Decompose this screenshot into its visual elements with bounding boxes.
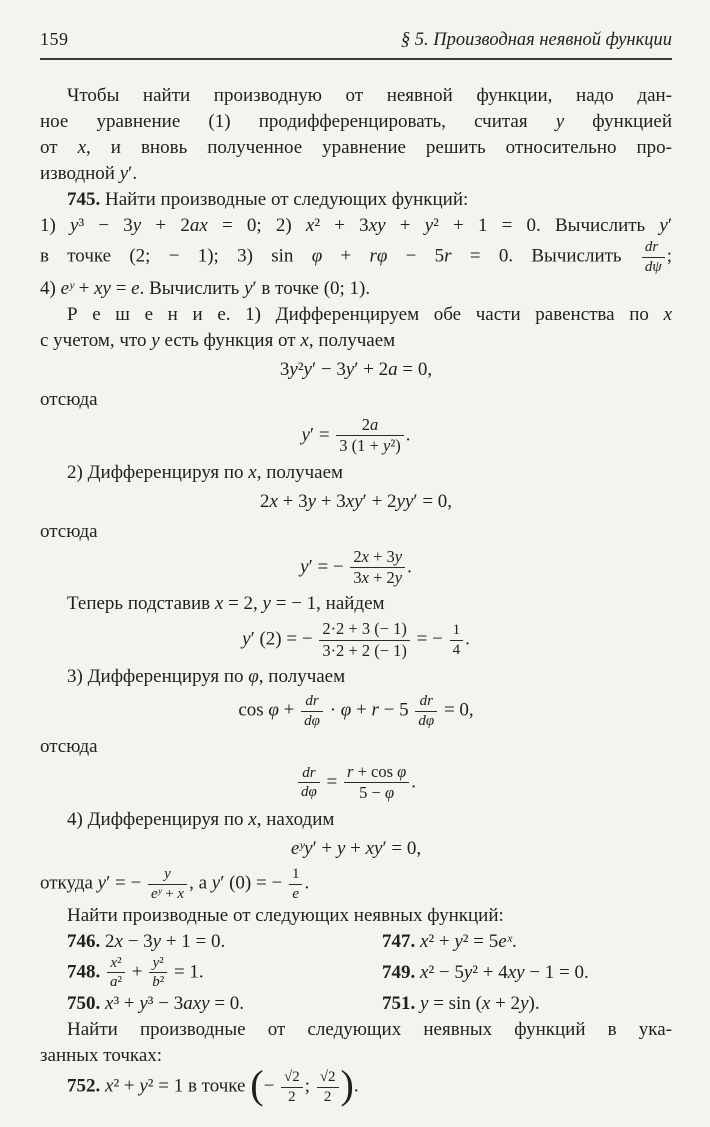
big-paren: ) bbox=[340, 1062, 354, 1108]
fraction bbox=[336, 416, 403, 456]
problems-row bbox=[40, 929, 672, 955]
text-run: cos φ + bbox=[238, 700, 300, 722]
text-run: ; bbox=[304, 1075, 315, 1097]
text-run: . bbox=[353, 1075, 359, 1097]
page-number: 159 bbox=[40, 29, 69, 49]
fraction bbox=[319, 620, 410, 660]
text-run: Найти производные от следующих неявных функций в ука- bbox=[67, 1019, 672, 1041]
text-run: , а y′ (0) = − bbox=[189, 872, 287, 894]
fraction bbox=[350, 548, 405, 588]
fraction bbox=[107, 955, 125, 992]
text-line bbox=[40, 187, 672, 213]
fraction-numerator: √2 bbox=[319, 1069, 336, 1086]
text-line bbox=[40, 807, 672, 833]
text-run: от x, и вновь полученное уравнение решить относительно про- bbox=[40, 137, 672, 158]
problem-number: 747. bbox=[382, 930, 416, 952]
equation-line bbox=[40, 489, 672, 515]
problems-row bbox=[40, 955, 672, 992]
text-run: . bbox=[465, 628, 470, 650]
problem-number: 748. bbox=[67, 961, 101, 983]
fraction bbox=[298, 765, 320, 802]
text-line bbox=[40, 1043, 672, 1069]
text-run: ное уравнение (1) продифференцировать, считая y функцией bbox=[40, 111, 672, 132]
equation-line bbox=[40, 548, 672, 588]
fraction bbox=[149, 955, 167, 992]
text-run: = 1. bbox=[169, 961, 204, 983]
fraction bbox=[301, 693, 323, 730]
problem-number: 749. bbox=[382, 961, 416, 983]
problem-number: 750. bbox=[67, 993, 101, 1015]
text-run: x² + y² = 5eˣ. bbox=[420, 930, 517, 952]
text-run: 4) eʸ + xy = e. Вычислить y′ в точке (0; 1). bbox=[40, 277, 371, 299]
fraction bbox=[317, 1069, 339, 1106]
fraction-denominator: eʸ + x bbox=[148, 884, 187, 903]
fraction-denominator: dφ bbox=[298, 782, 320, 801]
text-run: x² + y² = 1 в точке bbox=[105, 1075, 251, 1097]
fraction-numerator: 1 bbox=[291, 865, 300, 882]
fraction bbox=[289, 866, 303, 903]
text-run: отсюда bbox=[40, 520, 98, 542]
equation-line bbox=[40, 836, 672, 862]
text-run: изводной y′. bbox=[40, 163, 138, 184]
equation-line bbox=[40, 357, 672, 383]
fraction-denominator: 2 bbox=[317, 1087, 339, 1106]
text-run: = − bbox=[411, 628, 448, 650]
text-run: + bbox=[127, 961, 148, 983]
fraction-denominator: 4 bbox=[450, 640, 464, 659]
text-line bbox=[40, 903, 672, 929]
fraction-numerator: 2·2 + 3 (− 1) bbox=[322, 619, 407, 639]
fraction bbox=[450, 622, 464, 659]
text-line bbox=[40, 213, 672, 239]
fraction-numerator: dr bbox=[305, 693, 319, 710]
text-run: . bbox=[304, 872, 310, 894]
text-line bbox=[40, 276, 672, 302]
text-line bbox=[40, 1017, 672, 1043]
text-run: с учетом, что y есть функция от x, получаем bbox=[40, 329, 396, 351]
fraction-denominator: 5 − φ bbox=[344, 782, 409, 802]
fraction-numerator: dr bbox=[302, 764, 316, 781]
equation-line bbox=[40, 693, 672, 730]
text-line bbox=[40, 664, 672, 690]
text-line bbox=[40, 591, 672, 617]
fraction-denominator: b² bbox=[149, 972, 167, 991]
fraction-numerator: y² bbox=[152, 954, 164, 971]
text-run: − bbox=[263, 1075, 280, 1097]
fraction bbox=[344, 763, 409, 803]
text-line bbox=[40, 519, 672, 545]
fraction-numerator: √2 bbox=[284, 1069, 300, 1086]
text-run: 4) Дифференцируя по x, находим bbox=[67, 808, 335, 830]
fraction-numerator: y bbox=[164, 865, 171, 882]
text-run: . bbox=[405, 423, 411, 445]
fraction-denominator: 3 (1 + y²) bbox=[336, 435, 403, 455]
text-run: Чтобы найти производную от неявной функции, надо дан- bbox=[67, 85, 672, 106]
problem-left bbox=[67, 929, 382, 955]
fraction-numerator: dr bbox=[419, 693, 433, 710]
text-run: y′ (2) = − bbox=[242, 628, 318, 650]
fraction-denominator: 3x + 2y bbox=[350, 567, 405, 587]
fraction-numerator: 2a bbox=[361, 414, 379, 434]
fraction bbox=[415, 693, 437, 730]
text-run bbox=[100, 961, 105, 982]
text-run: x³ + y³ − 3axy = 0. bbox=[105, 993, 245, 1015]
text-run: y′ = − bbox=[300, 555, 349, 577]
text-run: 2) Дифференцируя по x, получаем bbox=[67, 461, 344, 483]
problem-number: 752. bbox=[67, 1075, 101, 1097]
fraction-numerator: 1 bbox=[452, 622, 461, 639]
text-run: ; bbox=[666, 245, 672, 267]
text-run: отсюда bbox=[40, 388, 98, 410]
text-line bbox=[40, 734, 672, 760]
text-run: Теперь подставив x = 2, y = − 1, найдем bbox=[67, 593, 385, 615]
page-content bbox=[40, 83, 672, 1106]
fraction bbox=[642, 239, 665, 276]
text-line bbox=[40, 135, 672, 161]
text-line bbox=[40, 83, 672, 109]
text-run: = 0, bbox=[439, 700, 474, 722]
text-run: 3y²y′ − 3y′ + 2a = 0, bbox=[279, 358, 433, 380]
text-line bbox=[40, 460, 672, 486]
fraction-denominator: dψ bbox=[642, 257, 665, 276]
text-line bbox=[40, 302, 672, 328]
text-run: = bbox=[321, 771, 343, 793]
text-line bbox=[40, 1062, 672, 1108]
text-run: · φ + r − 5 bbox=[324, 700, 414, 722]
text-run: откуда y′ = − bbox=[40, 872, 146, 894]
text-run: 2x − 3y + 1 = 0. bbox=[100, 930, 226, 952]
text-line bbox=[40, 328, 672, 354]
equation-line bbox=[40, 416, 672, 456]
text-run: отсюда bbox=[40, 736, 98, 757]
fraction bbox=[148, 866, 187, 903]
text-run: 1) y³ − 3y + 2ax = 0; 2) x² + 3xy + y² + 1 = 0. Вычислить y′ bbox=[40, 215, 673, 236]
fraction-denominator: dφ bbox=[415, 711, 437, 730]
text-run: Р е ш е н и е. 1) Дифференцируем обе части равенства по x bbox=[67, 303, 672, 325]
text-line bbox=[40, 161, 672, 187]
text-run: 3) Дифференцируя по φ, получаем bbox=[67, 666, 346, 688]
text-run: Найти производные от следующих функций: bbox=[100, 189, 469, 210]
problem-right bbox=[382, 960, 672, 986]
problem-left bbox=[67, 991, 382, 1017]
text-run: 2x + 3y + 3xy′ + 2yy′ = 0, bbox=[259, 490, 453, 512]
fraction bbox=[281, 1069, 303, 1106]
text-line bbox=[40, 239, 672, 276]
fraction-denominator: a² bbox=[107, 972, 125, 991]
text-run: . bbox=[407, 555, 412, 577]
problem-number: 746. bbox=[67, 930, 101, 952]
text-run: y′ = bbox=[301, 423, 335, 445]
problem-right bbox=[382, 929, 672, 955]
problem-left bbox=[67, 955, 382, 992]
text-run: в точке (2; − 1); 3) sin φ + rφ − 5r = 0. Вычислить bbox=[40, 245, 640, 267]
equation-line bbox=[40, 620, 672, 660]
text-line bbox=[40, 866, 672, 903]
problem-number: 745. bbox=[67, 189, 101, 210]
problems-row bbox=[40, 991, 672, 1017]
fraction-numerator: x² bbox=[110, 954, 122, 971]
text-line bbox=[40, 387, 672, 413]
fraction-denominator: 2 bbox=[281, 1087, 303, 1106]
fraction-numerator: 2x + 3y bbox=[353, 546, 403, 566]
fraction-denominator: e bbox=[289, 884, 303, 903]
text-run: . bbox=[411, 771, 417, 793]
problem-right bbox=[382, 991, 672, 1017]
problem-number: 751. bbox=[382, 993, 416, 1015]
big-paren: ( bbox=[250, 1062, 264, 1108]
text-run: занных точках: bbox=[40, 1045, 163, 1067]
section-title: § 5. Производная неявной функции bbox=[400, 30, 672, 50]
fraction-numerator: r + cos φ bbox=[347, 762, 407, 781]
text-run: x² − 5y² + 4xy − 1 = 0. bbox=[420, 961, 589, 983]
fraction-denominator: dφ bbox=[301, 711, 323, 730]
text-line bbox=[40, 109, 672, 135]
page-header bbox=[40, 26, 672, 60]
text-run: eʸy′ + y + xy′ = 0, bbox=[290, 837, 422, 859]
fraction-numerator: dr bbox=[644, 239, 659, 255]
fraction-denominator: 3·2 + 2 (− 1) bbox=[319, 640, 410, 660]
equation-line bbox=[40, 763, 672, 803]
text-run: Найти производные от следующих неявных функций: bbox=[67, 904, 504, 926]
text-run: y = sin (x + 2y). bbox=[420, 993, 540, 1015]
